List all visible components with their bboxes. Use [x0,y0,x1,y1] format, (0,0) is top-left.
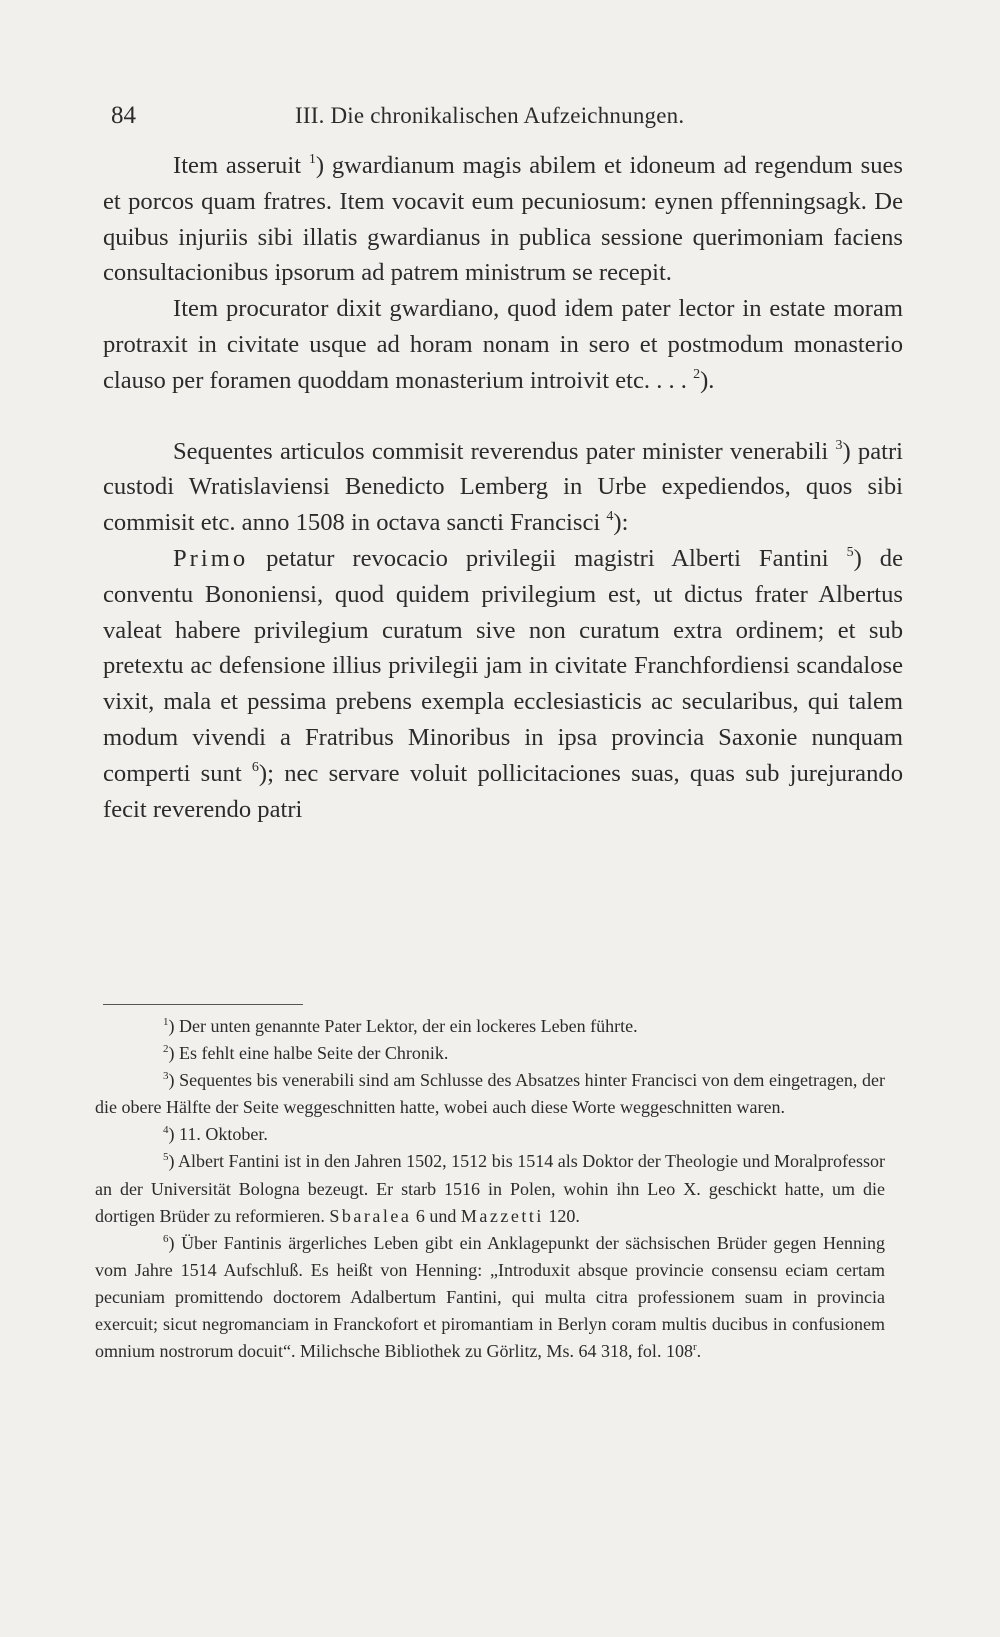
text-run: Sequentes articulos commisit reverendus pater minister venerabili [173,437,829,465]
footnote-text: ) Über Fantinis ärgerliches Leben gibt ein Anklagepunkt der sächsischen Brüder gegen Henning vom Jahre 1514 Aufschluß. Es heißt von Henning: „Introduxit absque provincie consensu eciam certam pecuniam promittendo doctorem Adalbertum Fantini, qui multa citra professionem suam in provincia exercuit; sicut negromanciam in Franckofort et piromantiam in Berlyn coram multis ducibus in confusionem omnium nostrorum docuit“. Milichsche Bibliothek zu Görlitz, Ms. 64 318, fol. 108 [95,1232,885,1362]
footnote-ref-5[interactable]: 5 [846,544,854,560]
folio-recto-mark: r [692,1341,697,1354]
footnote-text: 120. [543,1205,580,1226]
footnote-text: ) 11. Oktober. [168,1124,268,1145]
footnote-ref-6[interactable]: 6 [251,759,259,775]
footnote-text: ) Es fehlt eine halbe Seite der Chronik. [168,1043,449,1064]
footnote-number: 1 [163,1016,169,1028]
footnote-5 [95,1148,885,1229]
text-run: ). [700,366,715,394]
text-run: ) gwardianum magis abilem et idoneum ad regendum sues et porcos quam fratres. Item vocavit eum pecuniosum: eynen pffenningsagk. De quibus injuriis sibi illatis gwardianus in publica sessione querimoniam faciens consultacionibus ipsorum ad patrem ministrum se recepit. [103,152,903,287]
footnote-number: 5 [163,1151,169,1164]
text-run: ) de conventu Bononiensi, quod quidem privilegium est, ut dictus frater Albertus valeat habere privilegium curatum sive non curatum extra ordinem; et sub pretextu ac defensione illius privilegii jam in civitate Franchfordiensi scandalose vixit, mala et pessima prebens exempla ecclesiasticis ac secularibus, qui talem modum vivendi a Fratribus Minoribus in ipsa provincia Saxonie nunquam comperti sunt [103,544,903,787]
footnote-text: 6 und [411,1205,461,1226]
running-title: III. Die chronikalischen Aufzeichnungen. [295,103,685,128]
footnote-separator [103,1004,303,1005]
main-text [103,148,903,827]
footnote-6 [95,1230,885,1365]
footnote-text: ) Sequentes bis venerabili sind am Schlusse des Absatzes hinter Francisci von dem eingetragen, der die obere Hälfte der Seite weggeschnitten hatte, wobei auch diese Worte weggeschnitten waren. [95,1070,885,1118]
paragraph-1 [103,148,903,291]
footnote-text: ) Der unten genannte Pater Lektor, der ein lockeres Leben führte. [168,1016,638,1036]
text-run: ); nec servare voluit pollicitaciones suas, quas sub jurejurando fecit reverendo patri [103,759,903,823]
footnote-ref-2[interactable]: 2 [693,366,701,382]
page-number: 84 [111,102,136,129]
author-name: Mazzetti [460,1205,544,1226]
footnote-1 [95,1013,885,1040]
footnote-ref-3[interactable]: 3 [835,437,843,453]
footnote-number: 4 [163,1124,169,1137]
footnote-number: 6 [163,1232,169,1245]
text-run: ): [613,509,629,537]
footnote-4 [95,1121,885,1148]
spaced-word: Primo [173,544,249,572]
footnote-number: 3 [163,1070,169,1083]
page-header [111,98,901,134]
footnote-ref-4[interactable]: 4 [606,509,614,525]
footnote-text: ) Albert Fantini ist in den Jahren 1502, 1512 bis 1514 als Doktor der Theologie und Moralprofessor an der Universität Bologna bezeugt. Er starb 1516 in Polen, wohin ihn Leo X. geschickt hatte, um die dortigen Brüder zu reformieren. [95,1151,885,1226]
paragraph-3 [103,434,903,541]
text-run: ) patri custodi Wratislaviensi Benedicto Lemberg in Urbe expediendos, quos sibi commisit etc. anno 1508 in octava sancti Francisci [103,437,903,537]
text-run: petatur revocacio privilegii magistri Alberti Fantini [248,544,829,572]
footnote-2 [95,1040,885,1067]
footnote-ref-1[interactable]: 1 [308,152,316,167]
text-run: Item asseruit [173,152,302,179]
footnote-text: . [696,1341,702,1362]
paragraph-4 [103,541,903,827]
paragraph-2 [103,291,903,398]
footnote-number: 2 [163,1043,169,1056]
footnote-3 [95,1067,885,1121]
footnotes [95,1013,885,1365]
author-name: Sbaralea [329,1205,412,1226]
text-run: Item procurator dixit gwardiano, quod idem pater lector in estate moram protraxit in civitate usque ad horam nonam in sero et postmodum monasterio clauso per foramen quoddam monasterium introivit etc. . . . [103,295,903,394]
